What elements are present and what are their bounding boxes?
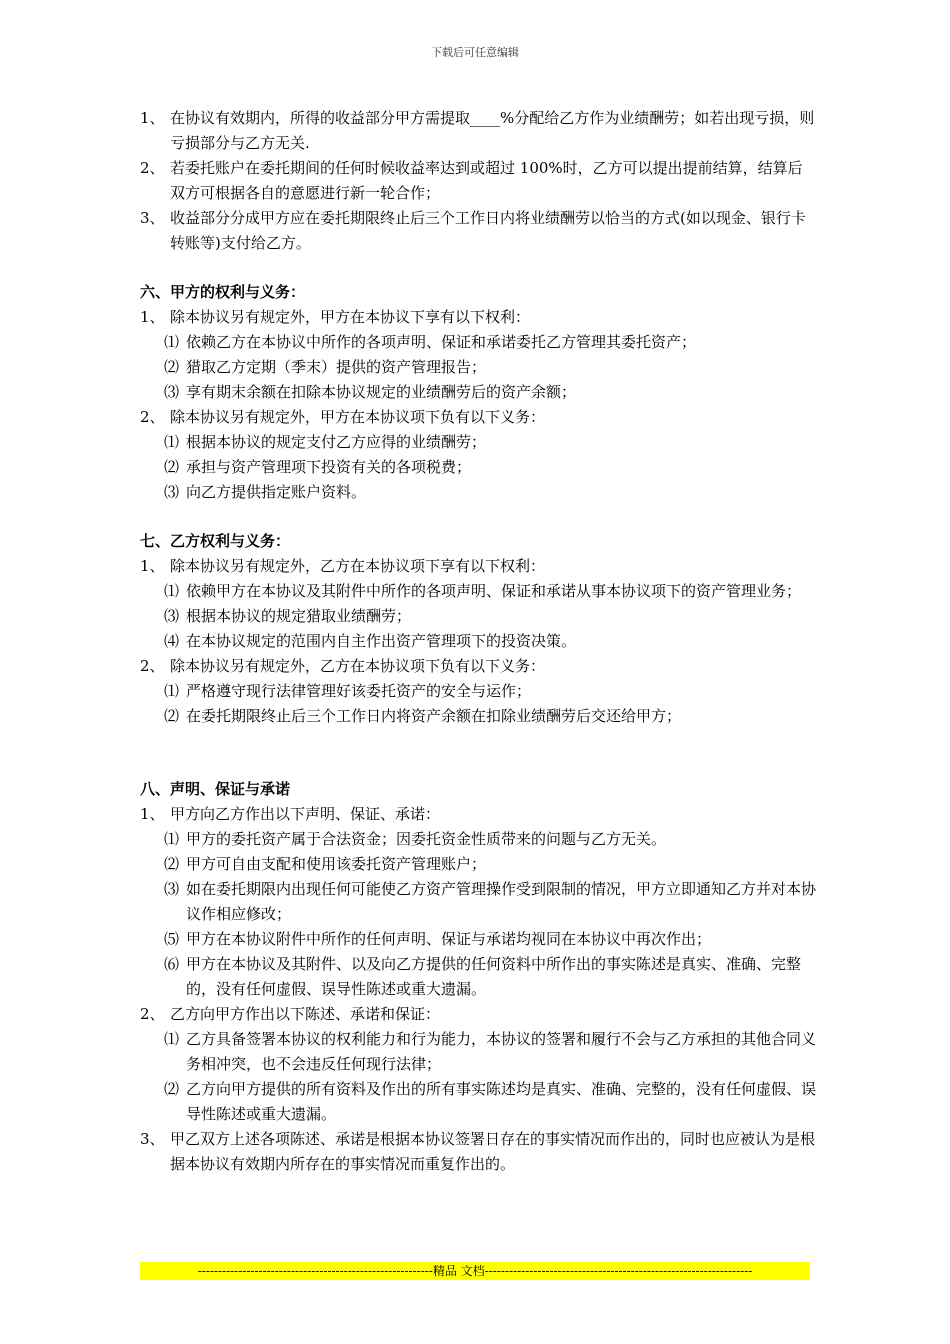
clause-number: 1、 (140, 805, 165, 823)
clause-text: 除本协议另有规定外，甲方在本协议项下负有以下义务： (170, 408, 546, 426)
sub-clause (140, 629, 816, 654)
sub-number: ⑶ (164, 880, 180, 898)
clause-text: 除本协议另有规定外，乙方在本协议项下享有以下权利： (170, 557, 546, 575)
clause-8-1 (140, 802, 816, 827)
footer-banner (140, 1262, 810, 1280)
footer-dashes-right: ------------------------------------------------------------------ (484, 1264, 753, 1278)
sub-text: 享有期末余额在扣除本协议规定的业绩酬劳后的资产余额； (186, 383, 577, 401)
sub-number: ⑶ (164, 607, 180, 625)
sub-text: 在本协议规定的范围内自主作出资产管理项下的投资决策。 (186, 632, 577, 650)
page-header: 下载后可任意编辑 (431, 46, 519, 59)
sub-clause (140, 355, 816, 380)
clause-6-1 (140, 305, 816, 330)
clause-7-1 (140, 554, 816, 579)
sub-text: 根据本协议的规定支付乙方应得的业绩酬劳； (186, 433, 487, 451)
clause-number: 1、 (140, 557, 165, 575)
clause-6-2 (140, 405, 816, 430)
clause-8-3 (140, 1127, 816, 1177)
sub-clause (140, 877, 816, 927)
sub-clause (140, 927, 816, 952)
sub-number: ⑵ (164, 358, 180, 376)
sub-text: 甲方的委托资产属于合法资金；因委托资金性质带来的问题与乙方无关。 (186, 830, 667, 848)
sub-number: ⑶ (164, 483, 180, 501)
clause-number: 3、 (140, 1130, 165, 1148)
clause-number: 2、 (140, 1005, 165, 1023)
sub-number: ⑶ (164, 383, 180, 401)
sub-text: 在委托期限终止后三个工作日内将资产余额在扣除业绩酬劳后交还给甲方； (186, 707, 682, 725)
sub-clause (140, 1027, 816, 1077)
clause-number: 1、 (140, 308, 165, 326)
sub-text: 如在委托期限内出现任何可能使乙方资产管理操作受到限制的情况，甲方立即通知乙方并对本协议作相应修改； (186, 880, 817, 923)
sub-number: ⑹ (164, 955, 180, 973)
clause-number: 2、 (140, 408, 165, 426)
clause-text: 收益部分分成甲方应在委托期限终止后三个工作日内将业绩酬劳以恰当的方式(如以现金、银行卡转账等)支付给乙方。 (170, 209, 806, 252)
sub-number: ⑴ (164, 682, 180, 700)
sub-number: ⑵ (164, 855, 180, 873)
sub-number: ⑵ (164, 707, 180, 725)
clause-8-2 (140, 1002, 816, 1027)
footer-dashes-left: ---------------------------------------------------------- (197, 1264, 433, 1278)
clause-5-1 (140, 106, 816, 156)
sub-number: ⑵ (164, 1080, 180, 1098)
clause-number: 3、 (140, 209, 165, 227)
sub-clause (140, 455, 816, 480)
sub-text: 严格遵守现行法律管理好该委托资产的安全与运作； (186, 682, 532, 700)
document-body (140, 106, 816, 1177)
sub-clause (140, 480, 816, 505)
sub-text: 甲方在本协议及其附件、以及向乙方提供的任何资料中所作出的事实陈述是真实、准确、完整的，没有任何虚假、误导性陈述或重大遗漏。 (186, 955, 802, 998)
section-8-heading: 八、声明、保证与承诺 (140, 780, 291, 798)
sub-clause (140, 380, 816, 405)
sub-clause (140, 827, 816, 852)
clause-text: 在协议有效期内，所得的收益部分甲方需提取____%分配给乙方作为业绩酬劳；如若出现亏损，则亏损部分与乙方无关. (170, 109, 815, 152)
sub-clause (140, 852, 816, 877)
sub-clause (140, 704, 816, 729)
sub-clause (140, 1077, 816, 1127)
clause-7-2 (140, 654, 816, 679)
sub-number: ⑷ (164, 632, 180, 650)
sub-number: ⑸ (164, 930, 180, 948)
sub-number: ⑴ (164, 830, 180, 848)
clause-number: 2、 (140, 657, 165, 675)
clause-text: 甲方向乙方作出以下声明、保证、承诺： (170, 805, 441, 823)
sub-text: 乙方向甲方提供的所有资料及作出的所有事实陈述均是真实、准确、完整的，没有任何虚假、误导性陈述或重大遗漏。 (186, 1080, 817, 1123)
clause-text: 甲乙双方上述各项陈述、承诺是根据本协议签署日存在的事实情况而作出的，同时也应被认为是根据本协议有效期内所存在的事实情况而重复作出的。 (170, 1130, 816, 1173)
sub-clause (140, 430, 816, 455)
section-7-heading: 七、乙方权利与义务： (140, 532, 291, 550)
sub-text: 依赖甲方在本协议及其附件中所作的各项声明、保证和承诺从事本协议项下的资产管理业务； (186, 582, 802, 600)
clause-number: 1、 (140, 109, 165, 127)
sub-text: 猎取乙方定期（季末）提供的资产管理报告； (186, 358, 487, 376)
sub-text: 甲方可自由支配和使用该委托资产管理账户； (186, 855, 487, 873)
sub-number: ⑴ (164, 333, 180, 351)
sub-text: 依赖乙方在本协议中所作的各项声明、保证和承诺委托乙方管理其委托资产； (186, 333, 697, 351)
footer-label: 精品 文档 (432, 1264, 485, 1278)
sub-number: ⑴ (164, 582, 180, 600)
sub-number: ⑴ (164, 1030, 180, 1048)
sub-clause (140, 330, 816, 355)
sub-text: 向乙方提供指定账户资料。 (186, 483, 367, 501)
sub-text: 根据本协议的规定猎取业绩酬劳； (186, 607, 412, 625)
sub-text: 甲方在本协议附件中所作的任何声明、保证与承诺均视同在本协议中再次作出； (186, 930, 712, 948)
sub-clause (140, 952, 816, 1002)
clause-text: 若委托账户在委托期间的任何时候收益率达到或超过 100%时，乙方可以提出提前结算，结算后双方可根据各自的意愿进行新一轮合作； (170, 159, 803, 202)
clause-text: 除本协议另有规定外，乙方在本协议项下负有以下义务： (170, 657, 546, 675)
clause-number: 2、 (140, 159, 165, 177)
sub-clause (140, 579, 816, 604)
sub-text: 承担与资产管理项下投资有关的各项税费； (186, 458, 472, 476)
sub-clause (140, 604, 816, 629)
sub-clause (140, 679, 816, 704)
section-6-heading: 六、甲方的权利与义务： (140, 283, 306, 301)
sub-text: 乙方具备签署本协议的权利能力和行为能力，本协议的签署和履行不会与乙方承担的其他合同义务相冲突，也不会违反任何现行法律； (186, 1030, 817, 1073)
sub-number: ⑴ (164, 433, 180, 451)
clause-text: 乙方向甲方作出以下陈述、承诺和保证： (170, 1005, 441, 1023)
sub-number: ⑵ (164, 458, 180, 476)
clause-5-2 (140, 156, 816, 206)
clause-text: 除本协议另有规定外，甲方在本协议下享有以下权利： (170, 308, 531, 326)
clause-5-3 (140, 206, 816, 256)
